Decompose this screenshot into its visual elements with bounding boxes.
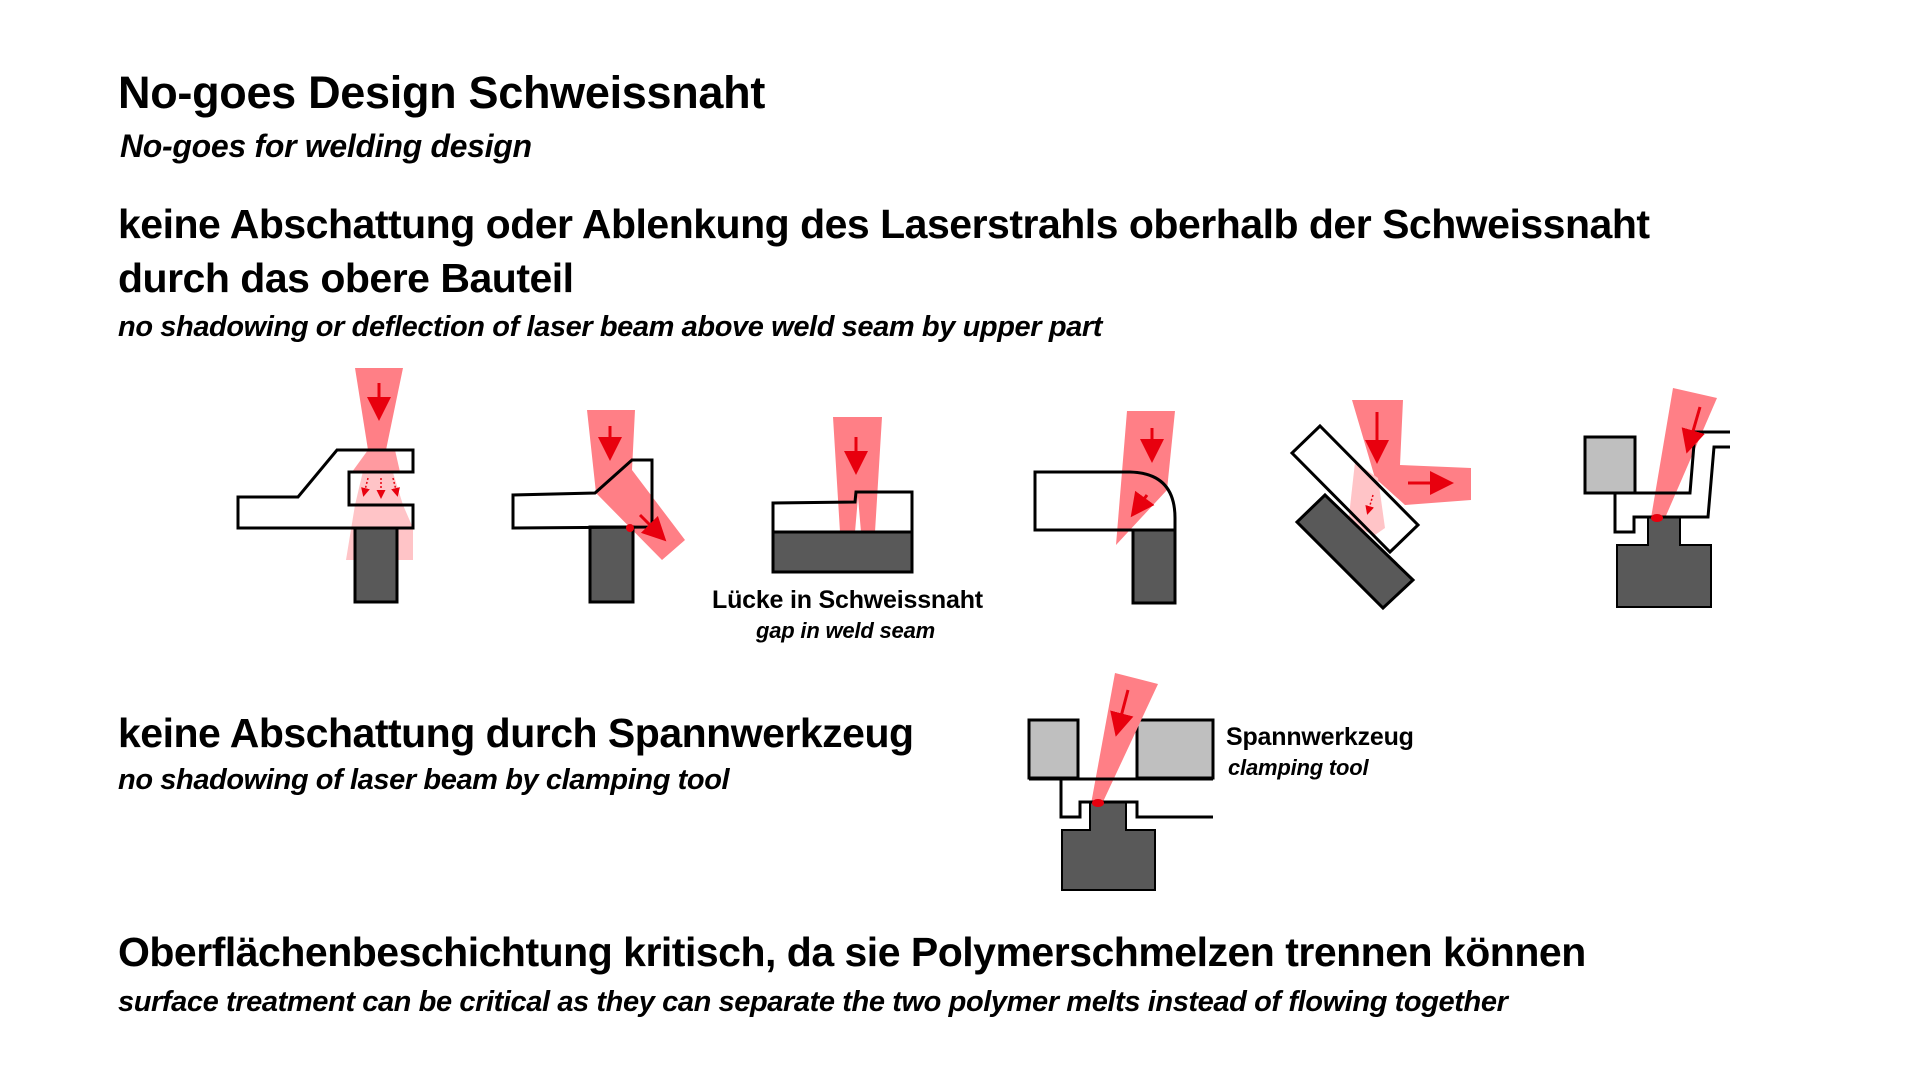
section3-heading: Oberflächenbeschichtung kritisch, da sie Polymerschmelzen trennen können [118, 929, 1586, 975]
diagram-shadowing-overlap [238, 368, 422, 602]
gap-caption-de: Lücke in Schweissnaht [712, 586, 983, 614]
gap-caption-en: gap in weld seam [756, 618, 935, 643]
section1-heading-line1: keine Abschattung oder Ablenkung des Laserstrahls oberhalb der Schweissnaht [118, 201, 1650, 247]
section2-heading: keine Abschattung durch Spannwerkzeug [118, 710, 914, 756]
diagram-clamping-tool [1029, 673, 1213, 890]
clamp-left [1029, 720, 1078, 778]
clamp-label-de: Spannwerkzeug [1226, 723, 1414, 751]
diagram-deflection-rounded-edge [1035, 411, 1175, 603]
diagram-shadowing-step-part [1585, 388, 1730, 607]
clamp-right [1137, 720, 1213, 778]
clamp-block [1585, 437, 1635, 493]
section3-subheading: surface treatment can be critical as they can separate the two polymer melts instead of flowing together [118, 986, 1508, 1018]
diagram-reflection-tilted [1292, 400, 1471, 608]
clamp-label-en: clamping tool [1228, 755, 1369, 780]
slide-title: No-goes Design Schweissnaht [118, 67, 766, 118]
diagram-deflection-chamfer [513, 410, 685, 602]
slide-subtitle: No-goes for welding design [120, 128, 532, 164]
diagram-gap-in-seam [773, 417, 912, 572]
section1-subheading: no shadowing or deflection of laser beam above weld seam by upper part [118, 311, 1102, 343]
section2-subheading: no shadowing of laser beam by clamping tool [118, 764, 730, 796]
dark-lower-part [355, 528, 397, 602]
section1-heading-line2: durch das obere Bauteil [118, 255, 574, 301]
